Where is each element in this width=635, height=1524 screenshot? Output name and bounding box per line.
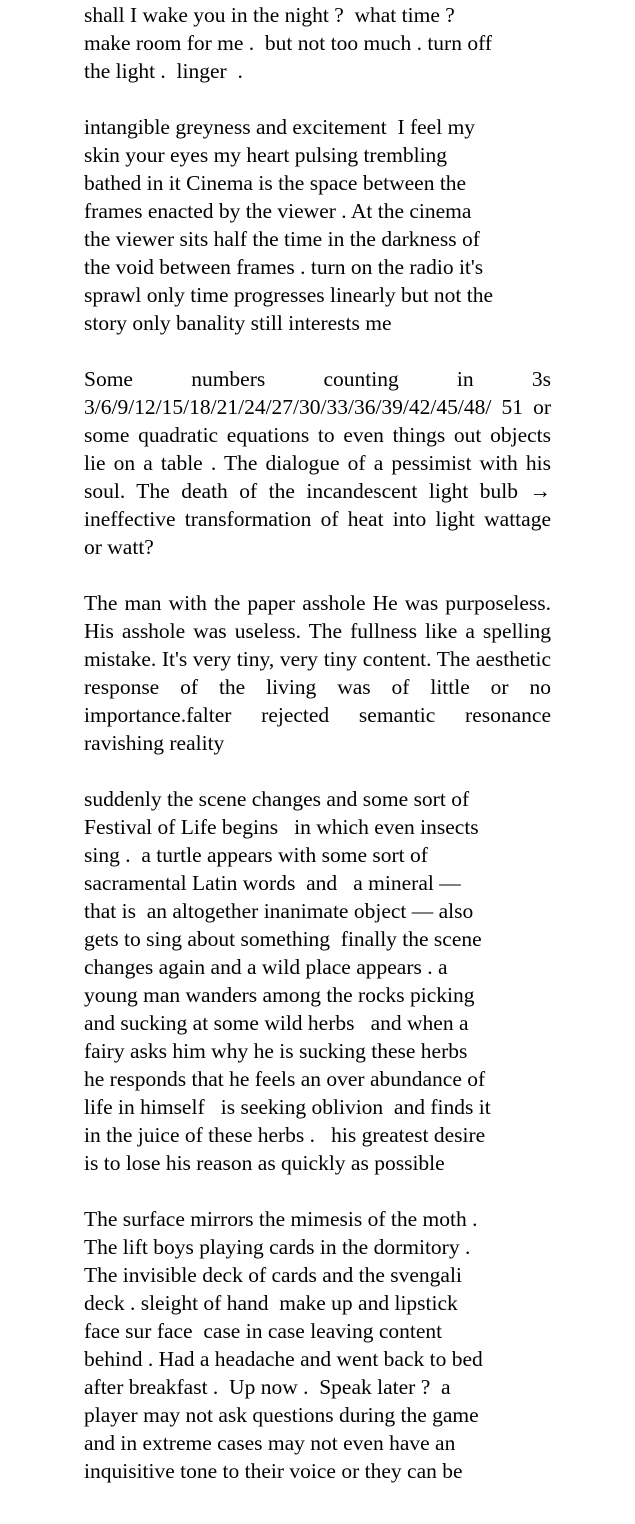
text-line: suddenly the scene changes and some sort of: [84, 787, 470, 811]
text-line: after breakfast . Up now . Speak later ? a: [84, 1375, 451, 1399]
text-line: make room for me . but not too much . turn off: [84, 31, 493, 55]
text-line: the viewer sits half the time in the darkness of: [84, 227, 480, 251]
text-line: shall I wake you in the night ? what time ?: [84, 3, 455, 27]
text-line: inquisitive tone to their voice or they can be: [84, 1459, 463, 1483]
text-line: The invisible deck of cards and the svengali: [84, 1263, 462, 1287]
text-line: story only banality still interests me: [84, 311, 392, 335]
text-line: frames enacted by the viewer . At the cinema: [84, 199, 472, 223]
text-line: sprawl only time progresses linearly but not the: [84, 283, 494, 307]
paragraph-night-linger: [84, 1, 551, 85]
text-line: and sucking at some wild herbs and when a: [84, 1011, 469, 1035]
text-line: bathed in it Cinema is the space between the: [84, 171, 467, 195]
text-line: skin your eyes my heart pulsing trembling: [84, 143, 448, 167]
text-line: gets to sing about something finally the scene: [84, 927, 482, 951]
paragraph-cinema: [84, 113, 551, 337]
text-line: changes again and a wild place appears . a: [84, 955, 448, 979]
text-line: sing . a turtle appears with some sort of: [84, 843, 428, 867]
text-line: fairy asks him why he is sucking these herbs: [84, 1039, 468, 1063]
paragraph-paper-man: The man with the paper asshole He was purposeless. His asshole was useless. The fullness like a spelling mistake. It's very tiny, very tiny content. The aesthetic response of the living was of little or no importance.falter rejected semantic resonance ravishing reality: [84, 591, 551, 755]
text-line: Festival of Life begins in which even insects: [84, 815, 479, 839]
text-line: he responds that he feels an over abundance of: [84, 1067, 486, 1091]
paragraph-festival-of-life: [84, 785, 551, 1177]
text-line: and in extreme cases may not even have an: [84, 1431, 456, 1455]
text-line: deck . sleight of hand make up and lipstick: [84, 1291, 458, 1315]
text-line: intangible greyness and excitement I feel my: [84, 115, 476, 139]
text-line: face sur face case in case leaving content: [84, 1319, 443, 1343]
text-line: sacramental Latin words and a mineral —: [84, 871, 461, 895]
text-line: is to lose his reason as quickly as possible: [84, 1151, 445, 1175]
text-line: The surface mirrors the mimesis of the moth .: [84, 1207, 478, 1231]
text-line: The lift boys playing cards in the dormitory .: [84, 1235, 471, 1259]
document-page: [84, 1, 551, 1513]
text-line: in the juice of these herbs . his greatest desire: [84, 1123, 486, 1147]
text-line: the light . linger .: [84, 59, 243, 83]
text-line: young man wanders among the rocks picking: [84, 983, 475, 1007]
text-line: behind . Had a headache and went back to bed: [84, 1347, 483, 1371]
text-line: life in himself is seeking oblivion and finds it: [84, 1095, 491, 1119]
text-line: that is an altogether inanimate object — also: [84, 899, 474, 923]
text-line: the void between frames . turn on the radio it's: [84, 255, 484, 279]
paragraph-surface-mirrors: [84, 1205, 551, 1485]
text-line: player may not ask questions during the game: [84, 1403, 479, 1427]
paragraph-numbers: Some numbers counting in 3s 3/6/9/12/15/18/21/24/27/30/33/36/39/42/45/48/ 51 or some quadratic equations to even things out objects lie on a table . The dialogue of a pessimist with his soul. The death of the incandescent light bulb → ineffective transformation of heat into light wattage or watt?: [84, 367, 551, 559]
